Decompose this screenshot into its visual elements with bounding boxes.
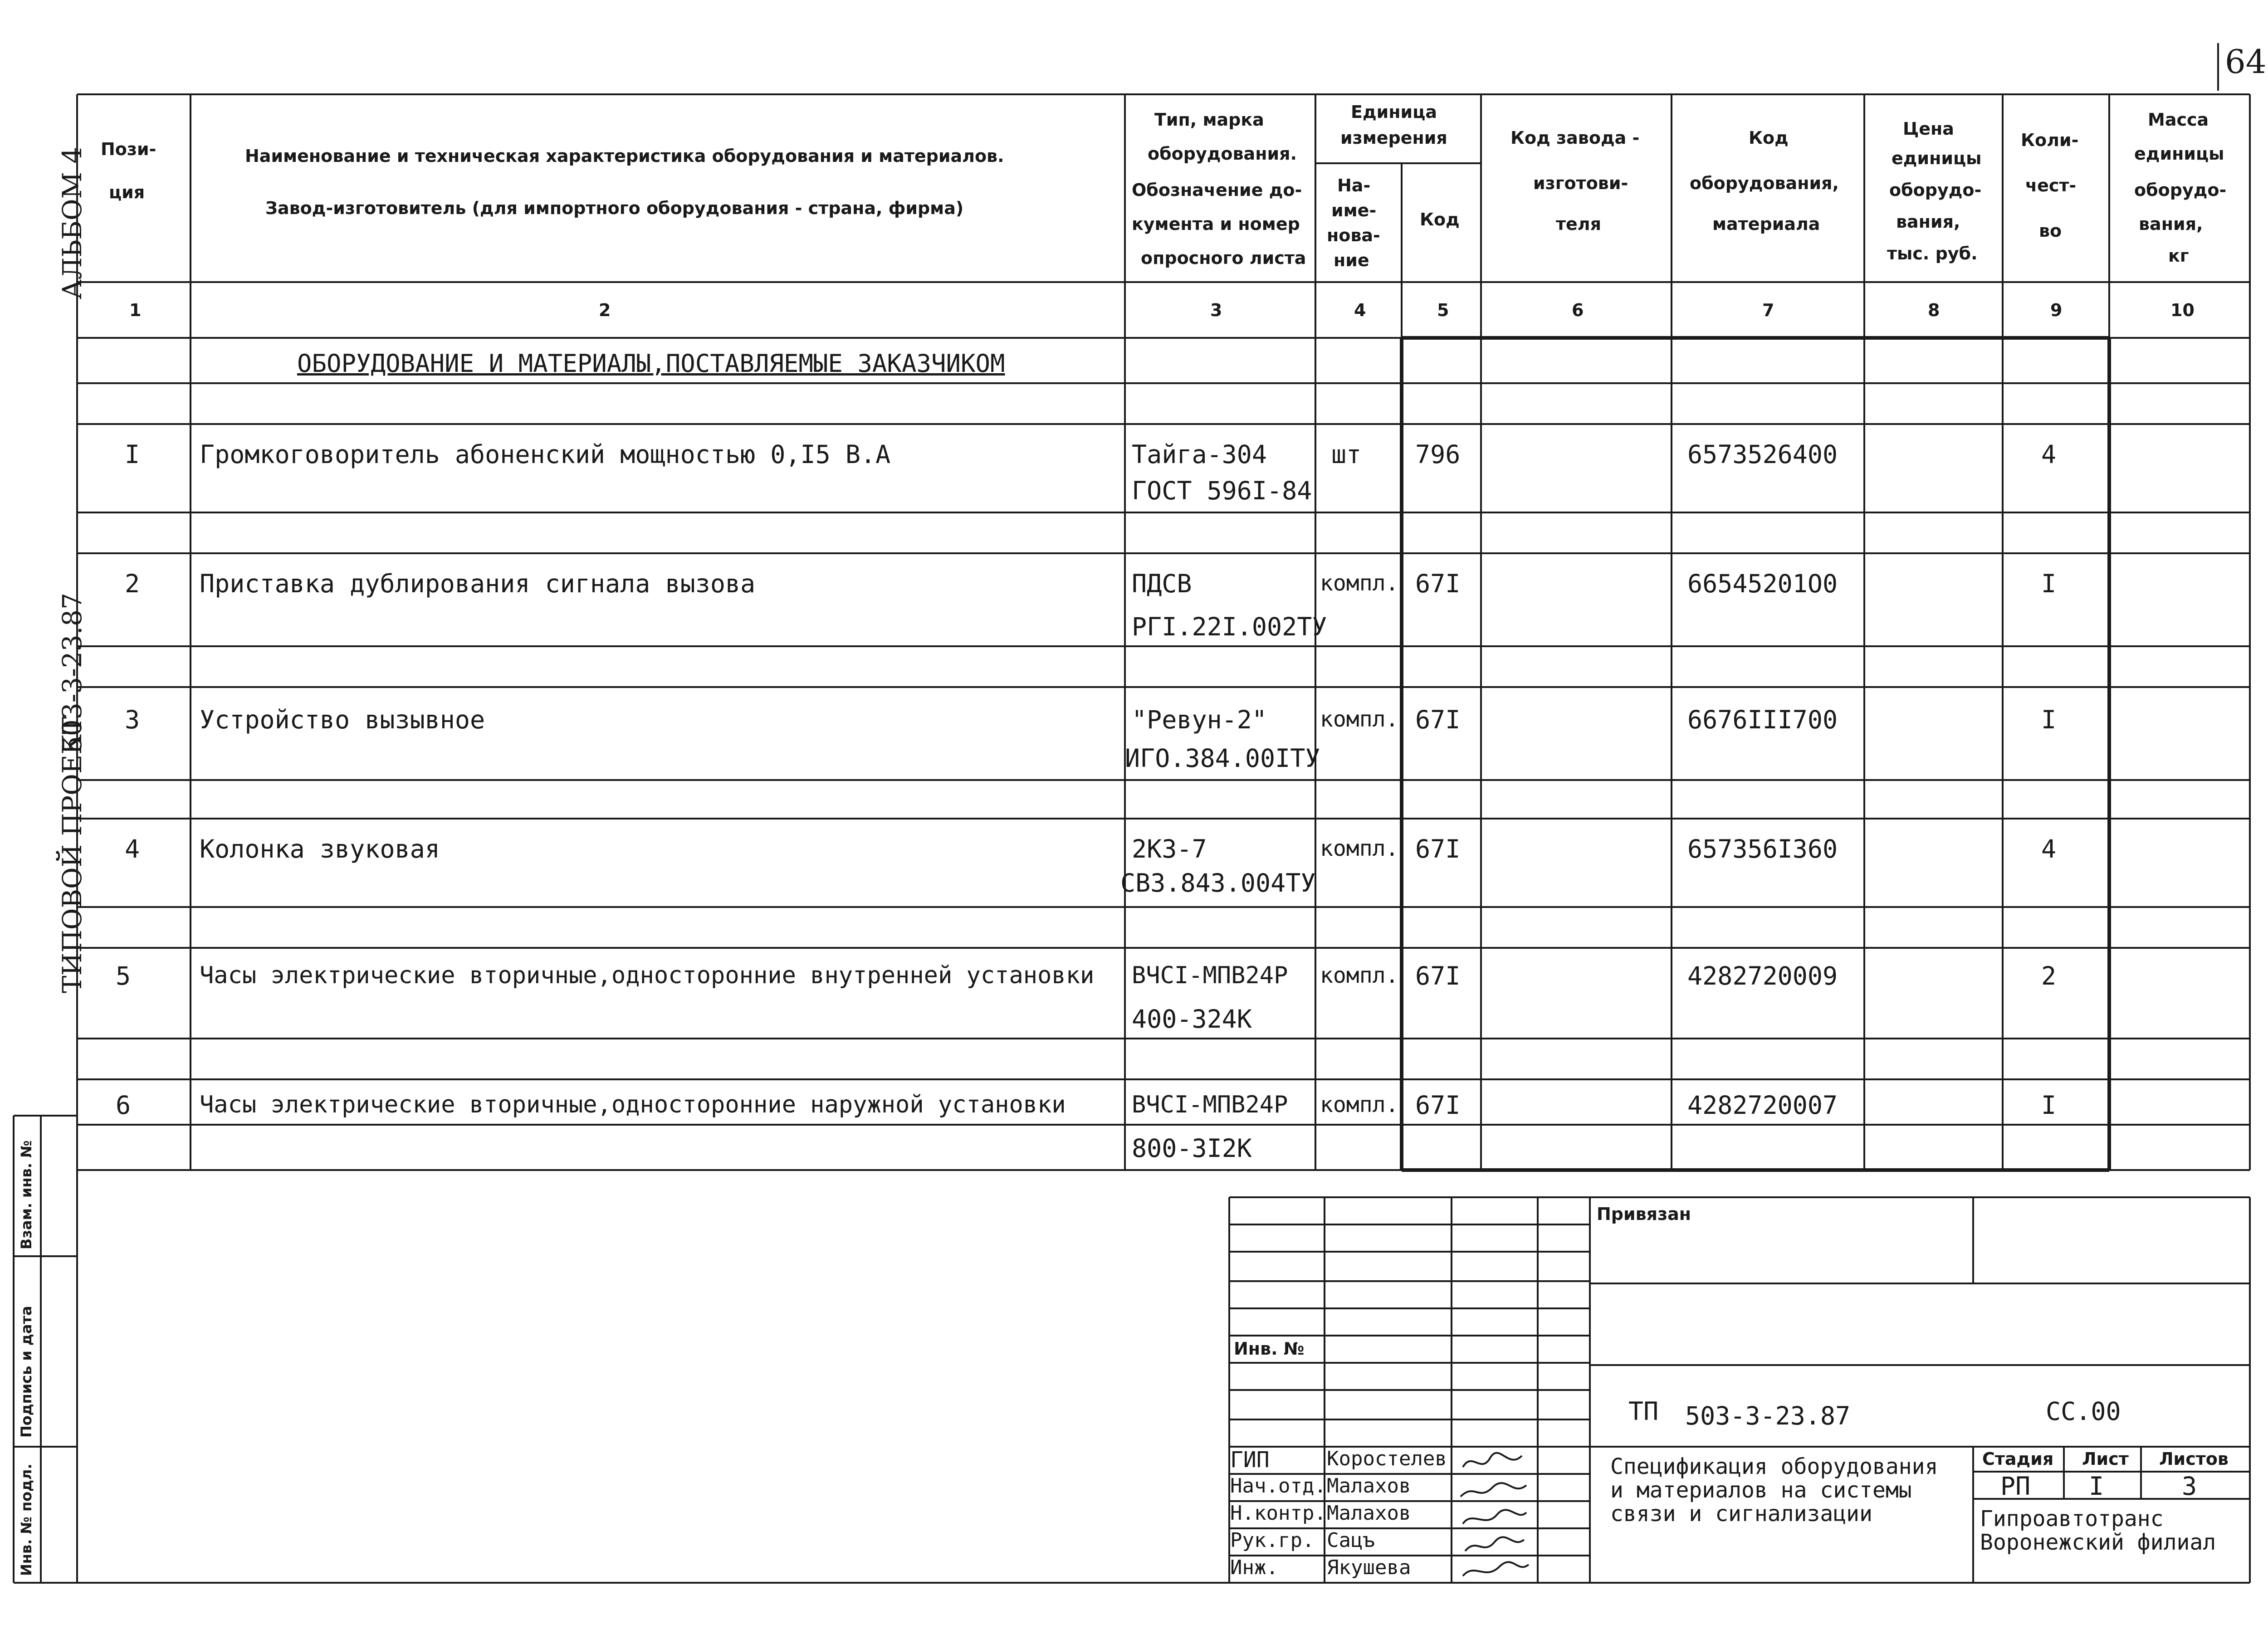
role-norm-control: Н.контр.: [1230, 1502, 1326, 1525]
title-description-1: Спецификация оборудования: [1610, 1454, 1938, 1479]
header-type-5: опросного листа: [1141, 248, 1306, 268]
title-sheets-label: Листов: [2159, 1449, 2229, 1469]
col-number-2: 2: [599, 300, 611, 320]
title-doc-suffix: СС.00: [2046, 1397, 2121, 1426]
page-number: 64: [2225, 43, 2267, 81]
row-6-equip-code: 4282720007: [1687, 1091, 1838, 1120]
row-6-unit-code: 67I: [1415, 1091, 1461, 1120]
row-3-equip-code: 6676III700: [1687, 705, 1838, 734]
row-3-qty: I: [2041, 705, 2057, 734]
header-mass-5: кг: [2168, 246, 2189, 266]
col-number-5: 5: [1437, 300, 1449, 320]
header-factory-3: теля: [1556, 214, 1602, 234]
col-number-1: 1: [129, 300, 142, 320]
row-4-type: 2КЗ-7: [1132, 834, 1207, 863]
row-4-qty: 4: [2041, 834, 2057, 863]
title-doc-code: 503-3-23.87: [1685, 1401, 1851, 1430]
album-label: АЛЬБОМ 4: [57, 146, 88, 299]
header-type-2: оборудования.: [1148, 144, 1297, 164]
header-unit-group-1: Единица: [1351, 102, 1437, 122]
row-1-unit: шт: [1331, 440, 1362, 469]
project-code-label: 503-3-23.87: [57, 593, 88, 753]
header-name-2: Завод-изготовитель (для импортного оборудования - страна, фирма): [265, 198, 964, 218]
row-6-name: Часы электрические вторичные,односторонние наружной установки: [200, 1091, 1066, 1118]
col-number-8: 8: [1928, 300, 1940, 320]
row-5-qty: 2: [2041, 961, 2057, 990]
header-factory-1: Код завода -: [1510, 128, 1640, 148]
row-4-type-doc: СВЗ.843.004ТУ: [1120, 868, 1316, 897]
row-2-unit: компл.: [1320, 571, 1399, 596]
title-sheet: I: [2089, 1472, 2104, 1501]
title-description-3: связи и сигнализации: [1610, 1501, 1872, 1527]
row-1-position: I: [125, 440, 140, 469]
section-title: ОБОРУДОВАНИЕ И МАТЕРИАЛЫ,ПОСТАВЛЯЕМЫЕ ЗАКАЗЧИКОМ: [297, 349, 1005, 378]
row-4-position: 4: [125, 834, 140, 863]
header-unit-group-2: измерения: [1340, 128, 1447, 148]
col-number-3: 3: [1210, 300, 1222, 320]
stamp-inv-podl: Инв. № подл.: [18, 1463, 35, 1576]
title-org-2: Воронежский филиал: [1980, 1530, 2216, 1555]
row-5-unit: компл.: [1320, 963, 1399, 988]
stamp-vzam-inv: Взам. инв. №: [18, 1140, 35, 1249]
row-1-qty: 4: [2041, 440, 2057, 469]
header-mass-1: Масса: [2148, 110, 2209, 130]
header-equip-code-2: оборудования,: [1690, 173, 1839, 193]
header-mass-3: оборудо-: [2134, 180, 2227, 200]
row-3-name: Устройство вызывное: [200, 705, 485, 734]
row-2-type: ПДСВ: [1132, 569, 1192, 598]
row-6-unit: компл.: [1320, 1092, 1399, 1117]
role-group-lead: Рук.гр.: [1230, 1529, 1315, 1552]
title-attached-label: Привязан: [1597, 1204, 1691, 1224]
header-price-4: вания,: [1896, 212, 1960, 232]
header-price-1: Цена: [1903, 119, 1954, 139]
header-equip-code-3: материала: [1712, 214, 1820, 234]
header-unit-name-4: ние: [1334, 250, 1369, 270]
col-number-7: 7: [1762, 300, 1774, 320]
col-number-9: 9: [2050, 300, 2063, 320]
row-1-equip-code: 6573526400: [1687, 440, 1838, 469]
row-2-qty: I: [2041, 569, 2057, 598]
header-pos-2: ция: [109, 182, 145, 202]
row-3-position: 3: [125, 705, 140, 734]
project-type-label: ТИПОВОЙ ПРОЕКТ: [57, 717, 88, 993]
role-head-dept: Нач.отд.: [1230, 1474, 1326, 1497]
title-stage-label: Стадия: [1982, 1449, 2054, 1469]
title-description-2: и материалов на системы: [1610, 1478, 1912, 1503]
header-unit-code: Код: [1420, 210, 1460, 229]
stamp-sign-date: Подпись и дата: [18, 1306, 35, 1438]
row-3-type: "Ревун-2": [1132, 705, 1267, 734]
title-stage: РП: [2000, 1472, 2031, 1501]
row-1-unit-code: 796: [1415, 440, 1461, 469]
row-3-unit-code: 67I: [1415, 705, 1461, 734]
row-5-type-doc: 400-324К: [1132, 1005, 1252, 1034]
header-type-3: Обозначение до-: [1132, 180, 1302, 200]
row-6-type-doc: 800-3I2К: [1132, 1134, 1252, 1163]
header-qty-3: во: [2039, 221, 2062, 241]
header-type-1: Тип, марка: [1154, 110, 1264, 130]
col-number-6: 6: [1572, 300, 1584, 320]
signatures-handwritten: [1454, 1447, 1535, 1583]
header-unit-name-1: На-: [1337, 176, 1371, 195]
name-gip: Коростелев: [1327, 1447, 1447, 1470]
row-2-name: Приставка дублирования сигнала вызова: [200, 569, 756, 598]
row-6-position: 6: [116, 1091, 131, 1120]
header-price-2: единицы: [1892, 148, 1982, 168]
header-pos-1: Пози-: [101, 139, 156, 159]
header-name-1: Наименование и техническая характеристика оборудования и материалов.: [245, 146, 1004, 166]
header-price-5: тыс. руб.: [1887, 244, 1978, 263]
row-5-name: Часы электрические вторичные,односторонние внутренней установки: [200, 962, 1095, 989]
row-3-type-doc: ИГО.384.00IТУ: [1125, 744, 1320, 773]
row-4-unit-code: 67I: [1415, 834, 1461, 863]
role-engineer: Инж.: [1230, 1556, 1278, 1579]
name-norm-control: Малахов: [1327, 1502, 1411, 1525]
row-4-name: Колонка звуковая: [200, 834, 440, 863]
role-gip: ГИП: [1230, 1447, 1270, 1473]
header-unit-name-3: нова-: [1327, 225, 1380, 245]
col-number-4: 4: [1354, 300, 1366, 320]
title-sheet-label: Лист: [2082, 1449, 2129, 1469]
row-1-name: Громкоговоритель абоненский мощностью 0,I5 В.А: [200, 440, 891, 469]
row-5-position: 5: [116, 961, 131, 990]
row-3-unit: компл.: [1320, 707, 1399, 732]
row-1-type: Тайга-304: [1132, 440, 1267, 469]
row-2-type-doc: РГI.22I.002ТУ: [1132, 612, 1327, 641]
header-unit-name-2: име-: [1331, 200, 1377, 220]
row-2-unit-code: 67I: [1415, 569, 1461, 598]
row-6-type: ВЧСI-МПВ24Р: [1132, 1091, 1288, 1118]
row-2-position: 2: [125, 569, 140, 598]
name-engineer: Якушева: [1327, 1556, 1411, 1579]
header-equip-code-1: Код: [1749, 128, 1789, 148]
row-4-unit: компл.: [1320, 836, 1399, 861]
header-mass-2: единицы: [2134, 144, 2224, 164]
name-head-dept: Малахов: [1327, 1474, 1411, 1497]
row-1-type-doc: ГОСТ 596I-84: [1132, 476, 1312, 505]
header-mass-4: вания,: [2139, 214, 2203, 234]
header-factory-2: изготови-: [1533, 173, 1628, 193]
header-qty-1: Коли-: [2021, 130, 2079, 150]
col-number-10: 10: [2170, 300, 2195, 320]
header-qty-2: чест-: [2025, 176, 2077, 195]
header-type-4: кумента и номер: [1132, 214, 1300, 234]
title-org-1: Гипроавтотранс: [1980, 1506, 2164, 1532]
row-5-type: ВЧСI-МПВ24Р: [1132, 962, 1288, 989]
name-group-lead: Сацъ: [1327, 1529, 1375, 1552]
header-price-3: оборудо-: [1889, 180, 1982, 200]
title-inv-no-label: Инв. №: [1234, 1339, 1305, 1359]
title-doc-prefix: ТП: [1628, 1397, 1659, 1426]
row-5-equip-code: 4282720009: [1687, 961, 1838, 990]
row-2-equip-code: 66545201О0: [1687, 569, 1838, 598]
row-6-qty: I: [2041, 1091, 2057, 1120]
row-5-unit-code: 67I: [1415, 961, 1461, 990]
title-sheets: 3: [2182, 1472, 2197, 1501]
row-4-equip-code: 657356I360: [1687, 834, 1838, 863]
